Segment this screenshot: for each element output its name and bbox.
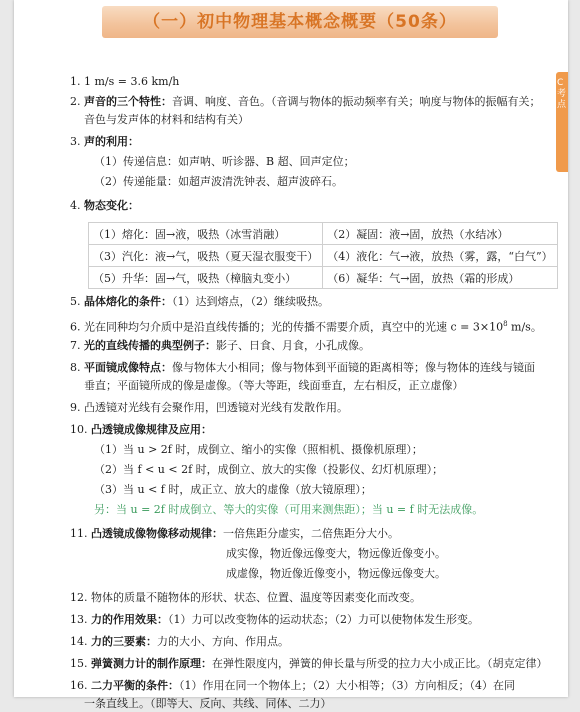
item-heading: 凸透镜成像规律及应用： [91, 423, 212, 436]
list-item [70, 400, 348, 416]
item-text: 一条直线上。（即等大、反向、共线、同体、二力） [84, 697, 332, 710]
item-number: 10. [70, 423, 88, 436]
item-text: 影子、日食、月食，小孔成像。 [216, 339, 370, 352]
list-item [70, 294, 329, 310]
table-row [89, 245, 558, 267]
item-text: 垂直；平面镜所成的像是虚像。（等大等距，线面垂直，左右相反，正立虚像） [84, 379, 464, 392]
item-number: 16. [70, 679, 88, 692]
item-number: 8. [70, 361, 81, 374]
item-text: 像与物体大小相同；像与物体到平面镜的距离相等；像与物体的连线与镜面 [172, 361, 535, 374]
item-number: 7. [70, 339, 81, 352]
item-number: 1. [70, 75, 81, 88]
list-item [70, 422, 212, 438]
list-item [70, 634, 289, 650]
side-tab-label: C 考点 [557, 78, 567, 110]
item-number: 5. [70, 295, 81, 308]
item-text: 1 m/s = 3.6 km/h [84, 75, 180, 88]
item-number: 4. [70, 199, 81, 212]
sub-item: （2）传递能量：如超声波清洗钟表、超声波碎石。 [94, 175, 343, 188]
sub-item: （2）当 f < u < 2f 时，成倒立、放大的实像（投影仪、幻灯机原理）； [94, 463, 444, 476]
item-text: 一倍焦距分虚实，二倍焦距分大小。 [223, 527, 399, 540]
sub-item: 成虚像，物近像近像变小，物远像远像变大。 [226, 567, 446, 580]
item-text: 光在同种均匀介质中是沿直线传播的；光的传播不需要介质，真空中的光速 c = 3×10 [84, 320, 504, 334]
item-heading: 声的利用： [84, 135, 139, 148]
item-heading: 晶体熔化的条件： [84, 295, 172, 308]
item-number: 6. [70, 320, 81, 334]
sub-item: （1）传递信息：如声呐、听诊器、B 超、回声定位； [94, 155, 355, 168]
list-item [70, 612, 479, 628]
list-item [70, 526, 399, 542]
item-text: 音调、响度、音色。（音调与物体的振动频率有关；响度与物体的振幅有关； [172, 95, 541, 108]
list-item [70, 360, 535, 376]
item-heading: 物态变化： [84, 199, 139, 212]
list-item [70, 678, 515, 694]
list-item [70, 590, 421, 606]
table-cell: （3）汽化：液→气，吸热（夏天湿衣服变干） [89, 245, 323, 267]
list-item [70, 134, 139, 150]
table-cell: （2）凝固：液→固，放热（水结冰） [323, 223, 557, 245]
item-text: 凸透镜对光线有会聚作用，凹透镜对光线有发散作用。 [84, 401, 348, 414]
item-text: （1）作用在同一个物体上；（2）大小相等；（3）方向相反；（4）在同 [179, 679, 515, 692]
document-page [14, 0, 568, 710]
list-item-continuation [84, 696, 332, 712]
item-number: 12. [70, 591, 88, 604]
item-number: 2. [70, 95, 81, 108]
item-text: （1）力可以改变物体的运动状态；（2）力可以使物体发生形变。 [168, 613, 479, 626]
item-heading: 光的直线传播的典型例子： [84, 339, 216, 352]
exponent: 8 [503, 320, 508, 328]
list-item [70, 94, 541, 110]
list-item [70, 74, 179, 90]
item-text: （1）达到熔点，（2）继续吸热。 [172, 295, 329, 308]
item-text: 力的大小、方向、作用点。 [157, 635, 289, 648]
table-cell: （6）凝华：气→固，放热（霜的形成） [323, 267, 557, 289]
sub-item: （1）当 u > 2f 时，成倒立、缩小的实像（照相机、摄像机原理）； [94, 443, 423, 456]
table-row [89, 267, 558, 289]
section-title-banner: （一）初中物理基本概念概要（50条） [102, 6, 498, 38]
item-heading: 平面镜成像特点： [84, 361, 172, 374]
list-item [70, 316, 542, 336]
item-heading: 声音的三个特性： [84, 95, 172, 108]
list-item-continuation [84, 378, 464, 394]
item-text: m/s。 [507, 320, 542, 334]
item-heading: 力的三要素： [91, 635, 157, 648]
item-number: 9. [70, 401, 81, 414]
item-heading: 凸透镜成像物像移动规律： [91, 527, 223, 540]
item-text: 在弹性限度内，弹簧的伸长量与所受的拉力大小成正比。（胡克定律） [212, 657, 548, 670]
list-item [70, 198, 139, 214]
note-text: 另：当 u = 2f 时成倒立、等大的实像（可用来测焦距）；当 u = f 时无法成像。 [94, 503, 484, 516]
state-change-table [88, 222, 558, 289]
list-item [70, 656, 548, 672]
table-cell: （1）熔化：固→液，吸热（冰雪消融） [89, 223, 323, 245]
sub-item: （3）当 u < f 时，成正立、放大的虚像（放大镜原理）； [94, 483, 372, 496]
item-number: 13. [70, 613, 88, 626]
item-heading: 力的作用效果： [91, 613, 168, 626]
table-cell: （5）升华：固→气，吸热（樟脑丸变小） [89, 267, 323, 289]
item-number: 15. [70, 657, 88, 670]
item-number: 3. [70, 135, 81, 148]
item-text: 音色与发声体的材料和结构有关） [84, 113, 249, 126]
table-row [89, 223, 558, 245]
list-item-continuation [84, 112, 249, 128]
item-heading: 弹簧测力计的制作原理： [91, 657, 212, 670]
item-number: 14. [70, 635, 88, 648]
list-item [70, 338, 370, 354]
item-number: 11. [70, 527, 88, 540]
item-heading: 二力平衡的条件： [91, 679, 179, 692]
sub-item: 成实像，物近像远像变大，物远像近像变小。 [226, 547, 446, 560]
table-cell: （4）液化：气→液，放热（雾，露，“白气”） [323, 245, 557, 267]
item-text: 物体的质量不随物体的形状、状态、位置、温度等因素变化而改变。 [91, 591, 421, 604]
